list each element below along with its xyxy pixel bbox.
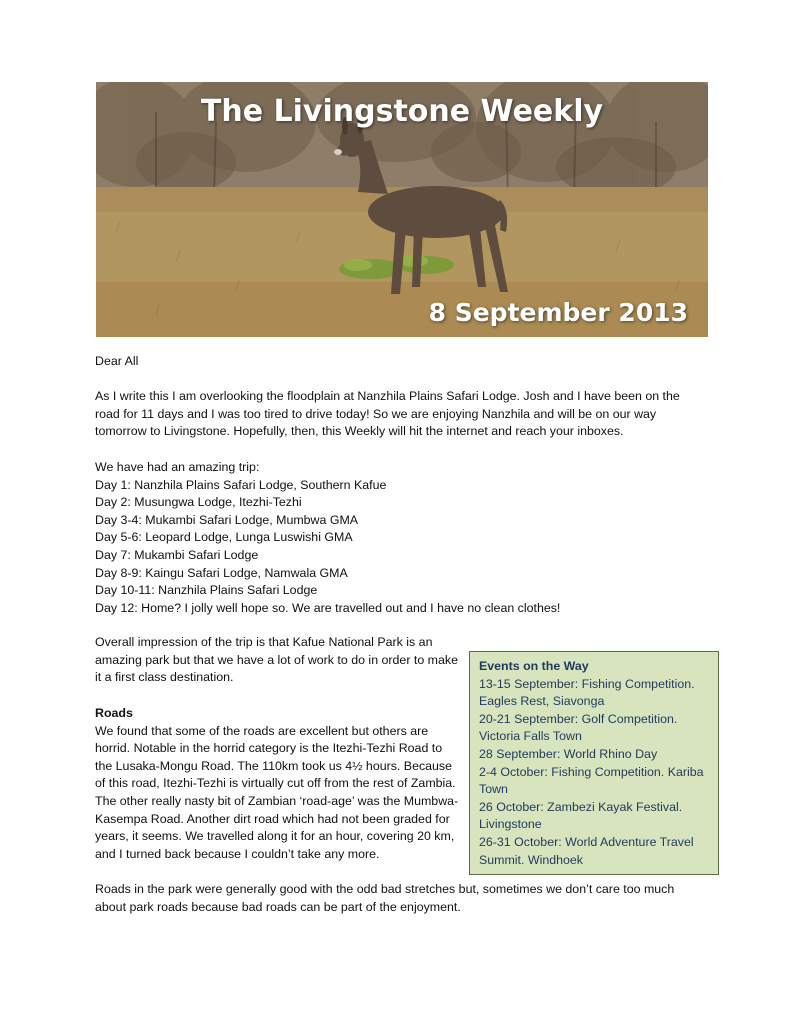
roads-section xyxy=(95,705,460,863)
trip-day: Day 1: Nanzhila Plains Safari Lodge, Southern Kafue xyxy=(95,477,387,492)
banner-title: The Livingstone Weekly xyxy=(200,94,604,129)
event-item: 26 October: Zambezi Kayak Festival. Livingstone xyxy=(479,799,683,832)
events-title: Events on the Way xyxy=(479,659,589,673)
event-item: 13-15 September: Fishing Competition. Eagles Rest, Siavonga xyxy=(479,676,695,709)
banner xyxy=(96,82,708,337)
trip-day: Day 5-6: Leopard Lodge, Lunga Luswishi GMA xyxy=(95,530,353,545)
trip-list xyxy=(95,459,705,617)
trip-day: Day 8-9: Kaingu Safari Lodge, Namwala GMA xyxy=(95,565,348,580)
event-item: 20-21 September: Golf Competition. Victoria Falls Town xyxy=(479,711,678,744)
trip-day: Day 2: Musungwa Lodge, Itezhi-Tezhi xyxy=(95,495,302,510)
park-roads-paragraph: Roads in the park were generally good with the odd bad stretches but, sometimes we don’t care too much about park roads because bad roads can be part of the enjoyment. xyxy=(95,882,675,914)
trip-heading: We have had an amazing trip: xyxy=(95,460,260,474)
trip-day: Day 10-11: Nanzhila Plains Safari Lodge xyxy=(95,583,318,598)
trip-day: Day 12: Home? I jolly well hope so. We are travelled out and I have no clean clothes! xyxy=(95,600,561,615)
trip-day: Day 3-4: Mukambi Safari Lodge, Mumbwa GMA xyxy=(95,512,359,527)
overall-paragraph: Overall impression of the trip is that Kafue National Park is an amazing park but that we have a lot of work to do in order to make it a first class destination. xyxy=(95,635,458,685)
trip-day: Day 7: Mukambi Safari Lodge xyxy=(95,547,259,562)
roads-paragraph: We found that some of the roads are excellent but others are horrid. Notable in the horrid category is the Itezhi-Tezhi Road to the Lusaka-Mongu Road. The 110km took us 4½ hours. Because of this road, Itezhi-Tezhi is virtually cut off from the rest of Zambia. The other really nasty bit of Zambian ‘road-age’ was the Mumbwa-Kasempa Road. Another dirt road which had not been graded for years, it seems. We travelled along it for an hour, covering 20 km, and I turned back because I couldn’t take any more. xyxy=(95,723,459,861)
event-item: 28 September: World Rhino Day xyxy=(479,746,658,761)
events-sidebar xyxy=(469,651,719,875)
event-item: 26-31 October: World Adventure Travel Summit. Windhoek xyxy=(479,834,694,867)
banner-date: 8 September 2013 xyxy=(428,298,688,327)
intro-paragraph: As I write this I am overlooking the floodplain at Nanzhila Plains Safari Lodge. Josh and I have been on the road for 11 days and I was too tired to drive today! So we are enjoying Nanzhila and will be on our way tomorrow to Livingstone. Hopefully, then, this Weekly will hit the internet and reach your inboxes. xyxy=(95,389,680,439)
roads-heading: Roads xyxy=(95,706,133,720)
event-item: 2-4 October: Fishing Competition. Kariba Town xyxy=(479,764,704,797)
greeting: Dear All xyxy=(95,354,139,368)
